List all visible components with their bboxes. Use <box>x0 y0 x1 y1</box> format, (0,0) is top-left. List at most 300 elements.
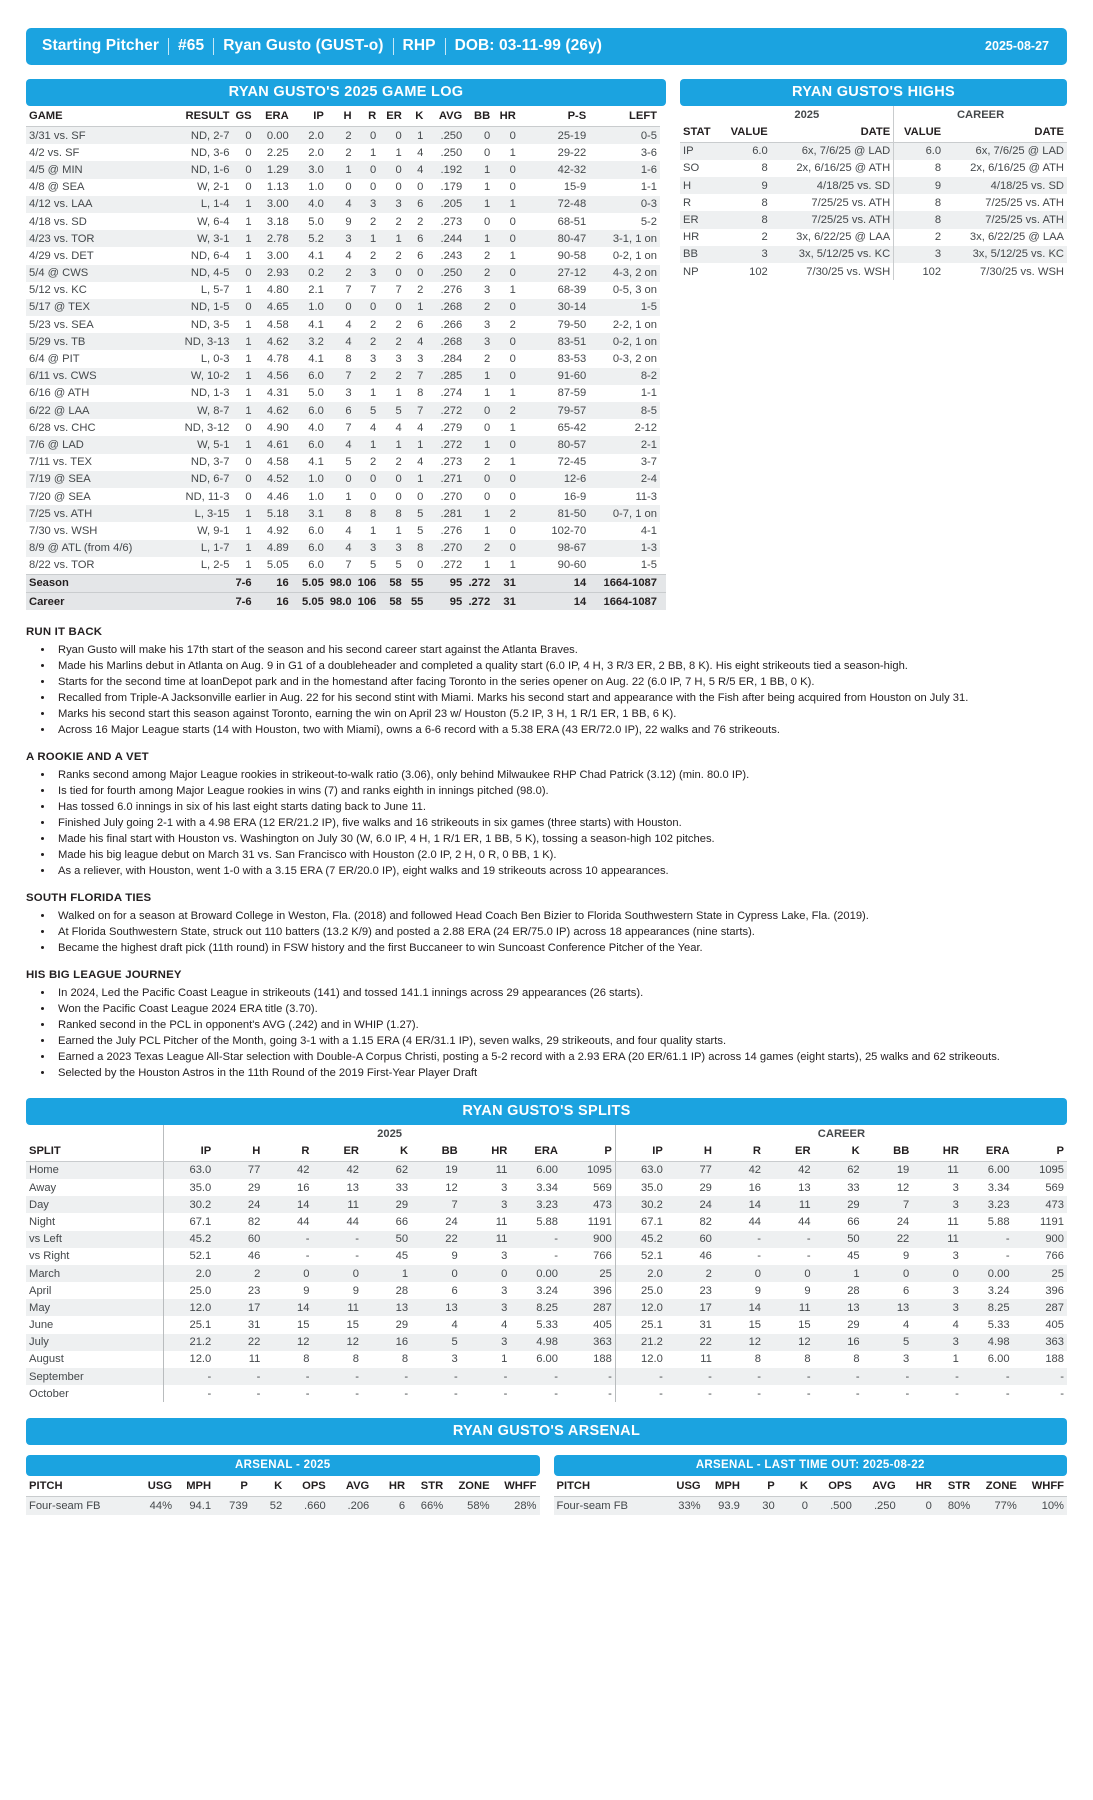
cell: 8.25 <box>536 1301 558 1314</box>
cell: 4 <box>345 542 352 555</box>
cell: 9 <box>761 179 768 192</box>
col-header-hr: HR <box>899 1476 935 1497</box>
cell: 13 <box>445 1301 458 1314</box>
cell: 1 <box>245 542 252 555</box>
cell: 3 <box>395 353 402 366</box>
cell: - <box>855 1370 860 1383</box>
cell: 1 <box>483 438 491 451</box>
game-log-row <box>26 213 666 230</box>
cell: .192 <box>440 163 463 176</box>
cell: 9 <box>804 1284 811 1297</box>
cell: 0 <box>370 163 377 176</box>
cell: - <box>806 1233 811 1246</box>
cell: 8 <box>401 1353 409 1366</box>
col-header-date: DATE <box>944 122 1067 143</box>
cell: ND, 4-5 <box>190 267 230 280</box>
cell: 9 <box>903 1250 910 1263</box>
cell: 1 <box>245 559 252 572</box>
cell: - <box>164 1368 214 1385</box>
cell: 0 <box>245 456 252 469</box>
cell: 8 <box>345 353 352 366</box>
cell: 1 <box>509 421 516 434</box>
cell: 83-51 <box>557 335 587 348</box>
cell: 0 <box>509 335 516 348</box>
cell: - <box>1005 1387 1010 1400</box>
cell: 2 <box>395 456 402 469</box>
col-header-mph: MPH <box>175 1476 214 1497</box>
cell: BB <box>683 248 698 261</box>
cell: - <box>1060 1370 1064 1383</box>
cell: 6x, 7/6/25 @ LAD <box>975 145 1064 158</box>
cell: 28 <box>395 1284 409 1297</box>
cell: June <box>29 1319 54 1332</box>
cell: 1 <box>401 1267 409 1280</box>
cell: 14 <box>519 593 589 611</box>
col-header-h: H <box>327 106 355 127</box>
cell: 1-3 <box>640 542 657 555</box>
col-header-k: K <box>362 1141 411 1162</box>
cell: 2-12 <box>634 421 657 434</box>
cell: 4/2 vs. SF <box>29 146 80 159</box>
cell: 4.98 <box>987 1336 1010 1349</box>
cell: L, 0-3 <box>200 353 230 366</box>
cell: 1 <box>245 335 252 348</box>
cell: 2-2, 1 on <box>612 318 657 331</box>
cell: 1664-1087 <box>589 593 660 611</box>
col-header-er: ER <box>312 1141 362 1162</box>
col-header-ip: IP <box>615 1141 665 1162</box>
cell: 27-12 <box>557 267 587 280</box>
col-header-mph: MPH <box>704 1476 743 1497</box>
cell: 1 <box>417 301 424 314</box>
cell: 0 <box>509 267 516 280</box>
cell: 8-2 <box>640 370 657 383</box>
cell: 4 <box>345 335 352 348</box>
cell: 3x, 5/12/25 vs. KC <box>972 248 1064 261</box>
cell: 8 <box>345 507 352 520</box>
game-log-row <box>26 196 666 213</box>
cell: 6/28 vs. CHC <box>29 421 96 434</box>
cell: 1 <box>509 456 516 469</box>
cell: .284 <box>440 353 463 366</box>
cell: 95 <box>426 593 465 611</box>
splits-table <box>26 1125 1067 1402</box>
cell: ND, 3-5 <box>190 318 230 331</box>
highs-row <box>680 263 1067 280</box>
cell: 6.0 <box>894 142 944 160</box>
cell: 4/12 vs. LAA <box>29 198 93 211</box>
cell: 3.23 <box>536 1198 558 1211</box>
cell: - <box>905 1370 910 1383</box>
cell: - <box>256 1370 261 1383</box>
cell: 9 <box>345 215 352 228</box>
cell: 405 <box>593 1319 612 1332</box>
cell: 1 <box>509 198 516 211</box>
cell: ND, 3-6 <box>190 146 230 159</box>
cell: 1 <box>245 284 252 297</box>
cell: 4-1 <box>640 524 657 537</box>
cell: 16 <box>297 1181 310 1194</box>
cell: 22 <box>896 1233 910 1246</box>
cell: 7 <box>395 284 402 297</box>
cell: 8 <box>761 213 768 226</box>
cell: 4 <box>345 524 352 537</box>
cell: 0 <box>509 232 516 245</box>
note-bullet-list <box>54 643 1067 737</box>
cell: 1.0 <box>308 473 324 486</box>
cell: 569 <box>1045 1181 1064 1194</box>
cell: 21.2 <box>164 1334 214 1351</box>
cell: 7 <box>903 1198 910 1211</box>
cell: 1.0 <box>308 490 324 503</box>
col-header-zone: ZONE <box>446 1476 492 1497</box>
col-header-hr: HR <box>493 106 519 127</box>
game-log-row <box>26 368 666 385</box>
cell: 1 <box>245 387 252 400</box>
cell: 16 <box>255 593 292 611</box>
cell: 8 <box>417 387 424 400</box>
cell: 98-67 <box>557 542 587 555</box>
cell: 396 <box>1045 1284 1064 1297</box>
game-log-header-row <box>26 106 666 127</box>
arsenal-lasttime-body <box>554 1497 1068 1515</box>
cell: 2.0 <box>308 146 324 159</box>
cell: 4 <box>395 421 402 434</box>
cell: 7/25/25 vs. ATH <box>985 196 1064 209</box>
col-header-ops: OPS <box>285 1476 329 1497</box>
note-bullet: • Across 16 Major League starts (14 with Houston, two with Miami), owns a 6-6 record with a 5.38 ERA (43 ER/72.0 IP), 22 walks and 76 strikeouts. <box>54 723 1067 737</box>
cell: 0.2 <box>308 267 324 280</box>
col-header-avg: AVG <box>855 1476 899 1497</box>
cell: 739 <box>229 1500 248 1512</box>
cell: 2 <box>395 215 402 228</box>
cell: 900 <box>593 1233 612 1246</box>
cell: 42 <box>748 1164 762 1177</box>
cell: 2 <box>370 370 377 383</box>
cell: 1 <box>509 284 516 297</box>
cell: W, 2-1 <box>197 181 230 194</box>
splits-row <box>26 1299 1067 1316</box>
arsenal-season-header-row <box>26 1476 540 1497</box>
cell: 4 <box>345 249 352 262</box>
col-header-left: LEFT <box>589 106 660 127</box>
cell: 6.00 <box>987 1164 1010 1177</box>
cell: L, 1-4 <box>200 198 230 211</box>
cell: 6x, 7/6/25 @ LAD <box>801 145 891 158</box>
cell: 21.2 <box>615 1334 665 1351</box>
cell: 4 <box>417 163 424 176</box>
cell: 5.88 <box>987 1215 1010 1228</box>
player-role: Starting Pitcher <box>42 37 160 54</box>
cell: 3.00 <box>266 198 289 211</box>
cell: 0-3 <box>640 198 657 211</box>
cell: 12 <box>896 1181 910 1194</box>
cell: W, 10-2 <box>190 370 230 383</box>
col-header-result: RESULT <box>172 106 233 127</box>
cell: 50 <box>395 1233 409 1246</box>
col-header-h: H <box>214 1141 263 1162</box>
arsenal-lasttime-table <box>554 1476 1068 1514</box>
cell: 0 <box>952 1267 959 1280</box>
highs-row <box>680 229 1067 246</box>
cell: 7/30/25 vs. WSH <box>980 265 1064 278</box>
splits-header-row <box>26 1141 1067 1162</box>
cell: 3.34 <box>987 1181 1010 1194</box>
cell: 2 <box>345 267 352 280</box>
cell: 58 <box>379 574 405 592</box>
cell: 4 <box>417 146 424 159</box>
cell: 4.92 <box>266 524 289 537</box>
cell: 2 <box>483 542 491 555</box>
cell: 22 <box>445 1233 458 1246</box>
note-bullet: • Walked on for a season at Broward College in Weston, Fla. (2018) and followed Head Coach Ben Bizier to Florida Southwestern State in Cypress Lake, Fla. (2019). <box>54 909 1067 923</box>
cell: 25.0 <box>164 1282 214 1299</box>
cell: 0 <box>370 490 377 503</box>
cell: 3.1 <box>308 507 324 520</box>
cell <box>660 574 666 592</box>
cell: 7 <box>417 404 424 417</box>
cell: 9 <box>352 1284 359 1297</box>
cell: 0 <box>352 1267 359 1280</box>
game-log-row <box>26 161 666 178</box>
cell: 4/8 @ SEA <box>29 181 85 194</box>
note-bullet: • Ranks second among Major League rookies in strikeout-to-walk ratio (3.06), only behind Milwaukee RHP Chad Patrick (3.12) (min. 80.0 IP). <box>54 768 1067 782</box>
cell: ND, 1-6 <box>190 163 230 176</box>
cell: 24 <box>445 1215 458 1228</box>
game-log-row <box>26 316 666 333</box>
cell: 5/12 vs. KC <box>29 284 87 297</box>
cell: 3 <box>345 232 352 245</box>
cell: 0 <box>245 146 252 159</box>
cell: 8 <box>395 507 402 520</box>
cell: 29 <box>847 1319 860 1332</box>
cell: 12 <box>445 1181 458 1194</box>
cell: 4 <box>417 456 424 469</box>
note-bullet: • Earned a 2023 Texas League All-Star selection with Double-A Corpus Christi, posting a 5-2 record with a 2.93 ERA (20 ER/61.1 IP) across 14 games (eight starts), 25 walks and 62 strikeouts. <box>54 1050 1067 1064</box>
highs-group-career: CAREER <box>894 106 1067 122</box>
col-header-era: ERA <box>962 1141 1013 1162</box>
cell: 3 <box>501 1198 508 1211</box>
game-date: 2025-08-27 <box>985 39 1049 53</box>
cell: 2 <box>395 335 402 348</box>
cell: 5/17 @ TEX <box>29 301 90 314</box>
cell: 0 <box>370 301 377 314</box>
cell: 46 <box>247 1250 261 1263</box>
cell: 5-2 <box>640 215 657 228</box>
cell: 102 <box>894 263 944 280</box>
splits-group-header <box>26 1125 1067 1141</box>
cell: 1 <box>245 507 252 520</box>
cell: 68-51 <box>557 215 587 228</box>
cell: 2 <box>370 249 377 262</box>
cell: 473 <box>593 1198 612 1211</box>
cell: 50 <box>847 1233 860 1246</box>
game-log-title: RYAN GUSTO'S 2025 GAME LOG <box>26 79 666 106</box>
cell: 7 <box>417 370 424 383</box>
cell: .250 <box>440 129 463 142</box>
cell: July <box>29 1336 49 1349</box>
cell: 1 <box>509 249 516 262</box>
cell: 3 <box>952 1250 959 1263</box>
cell: 0-2, 1 on <box>612 335 657 348</box>
cell: 5 <box>345 456 352 469</box>
cell: 14 <box>297 1301 310 1314</box>
arsenal-section <box>26 1418 1067 1514</box>
cell: 66% <box>420 1500 444 1512</box>
cell: 1191 <box>1039 1215 1064 1228</box>
cell: 6.00 <box>987 1353 1010 1366</box>
note-bullet-list <box>54 986 1067 1080</box>
cell: 12.0 <box>615 1299 665 1316</box>
cell: 16 <box>395 1336 409 1349</box>
cell: 3 <box>345 387 352 400</box>
cell: 4-3, 2 on <box>612 267 657 280</box>
cell: 0 <box>483 215 491 228</box>
cell: - <box>608 1370 612 1383</box>
cell: 11 <box>347 1301 359 1314</box>
splits-row <box>26 1316 1067 1333</box>
game-log-row <box>26 557 666 575</box>
col-header-p: P <box>214 1476 251 1497</box>
cell: .250 <box>440 267 463 280</box>
cell: 8 <box>352 1353 359 1366</box>
cell: ND, 6-7 <box>190 473 230 486</box>
cell: 22 <box>699 1336 712 1349</box>
cell: 8 <box>761 162 768 175</box>
cell: 3 <box>501 1250 508 1263</box>
cell: 1-1 <box>640 387 657 400</box>
cell: 25 <box>599 1267 612 1280</box>
cell: 4 <box>451 1319 458 1332</box>
cell: 7-6 <box>232 574 254 592</box>
cell: 4.62 <box>266 335 289 348</box>
cell: 2 <box>254 1267 261 1280</box>
game-log-row <box>26 419 666 436</box>
cell: 3.00 <box>266 249 289 262</box>
col-header-bb: BB <box>411 1141 461 1162</box>
cell: 0 <box>754 1267 762 1280</box>
cell: - <box>454 1387 458 1400</box>
cell: 23 <box>699 1284 712 1297</box>
cell: 29-22 <box>557 146 587 159</box>
cell: 0 <box>417 559 424 572</box>
cell: 19 <box>445 1164 458 1177</box>
cell: 1 <box>345 163 352 176</box>
arsenal-lasttime-subtitle: ARSENAL - LAST TIME OUT: 2025-08-22 <box>554 1455 1068 1476</box>
col-header-r: R <box>715 1141 764 1162</box>
cell: 1 <box>509 559 516 572</box>
col-header-avg: AVG <box>426 106 465 127</box>
cell: 4/18/25 vs. SD <box>816 179 891 192</box>
cell: 1 <box>245 318 252 331</box>
note-heading: RUN IT BACK <box>26 626 103 639</box>
cell: 0 <box>483 473 491 486</box>
cell: 2 <box>761 231 768 244</box>
cell: 79-50 <box>557 318 587 331</box>
note-bullet: • Made his final start with Houston vs. Washington on July 30 (W, 6.0 IP, 4 H, 1 R/1 ER, 1 BB, 5 K), tossing a season-high 102 pitches. <box>54 832 1067 846</box>
game-log-row <box>26 299 666 316</box>
cell: .500 <box>830 1500 852 1512</box>
cell: 0 <box>483 404 491 417</box>
cell: 24 <box>896 1215 910 1228</box>
cell: 8 <box>761 196 768 209</box>
col-header-k: K <box>778 1476 811 1497</box>
cell: 4.90 <box>266 421 289 434</box>
cell: ND, 1-5 <box>190 301 230 314</box>
cell: 1 <box>417 129 424 142</box>
cell: 1 <box>245 249 252 262</box>
cell: 5.2 <box>308 232 324 245</box>
col-header-usg: USG <box>136 1476 175 1497</box>
cell: 2.78 <box>266 232 289 245</box>
cell: 0 <box>509 524 516 537</box>
cell: 766 <box>1045 1250 1064 1263</box>
cell: 7/25/25 vs. ATH <box>811 196 891 209</box>
cell: 7 <box>451 1198 458 1211</box>
cell: .272 <box>440 438 463 451</box>
cell: - <box>355 1250 359 1263</box>
cell: H <box>683 179 692 192</box>
cell: 0 <box>417 267 424 280</box>
cell: 0 <box>417 181 424 194</box>
cell: 2 <box>705 1267 712 1280</box>
col-header-value: VALUE <box>720 122 770 143</box>
cell: 4.58 <box>266 318 289 331</box>
cell: Four-seam FB <box>556 1500 628 1512</box>
cell: 30.2 <box>615 1196 665 1213</box>
col-header-whff: WHFF <box>1020 1476 1067 1497</box>
cell: 0-2, 1 on <box>612 249 657 262</box>
cell: - <box>708 1387 712 1400</box>
col-header-k: K <box>814 1141 863 1162</box>
game-log-row <box>26 488 666 505</box>
cell: 1.29 <box>266 163 289 176</box>
splits-row <box>26 1231 1067 1248</box>
cell: 4.31 <box>266 387 289 400</box>
highs-body <box>680 142 1067 280</box>
cell: - <box>608 1387 612 1400</box>
cell: 4.0 <box>308 198 324 211</box>
cell: 2 <box>395 249 402 262</box>
cell: 1 <box>395 524 402 537</box>
splits-row <box>26 1213 1067 1230</box>
cell: 52 <box>269 1500 283 1512</box>
cell: 0 <box>370 473 377 486</box>
game-log-total-row <box>26 593 666 611</box>
cell: 94.1 <box>189 1500 212 1512</box>
cell: 8.25 <box>987 1301 1010 1314</box>
cell: .273 <box>440 215 463 228</box>
cell: 6/16 @ ATH <box>29 387 90 400</box>
cell: 12.0 <box>615 1351 665 1368</box>
cell: 188 <box>1045 1353 1064 1366</box>
total-label: Season <box>26 574 232 592</box>
cell: 1 <box>483 181 491 194</box>
cell: 98.0 <box>327 593 355 611</box>
cell: 3 <box>501 1181 508 1194</box>
cell: 6 <box>398 1500 406 1512</box>
col-header-ip: IP <box>164 1141 214 1162</box>
cell: - <box>554 1370 558 1383</box>
cell: 1 <box>245 524 252 537</box>
cell: 4.78 <box>266 353 289 366</box>
cell: .276 <box>440 524 463 537</box>
cell: 1 <box>395 232 402 245</box>
cell: 1 <box>483 387 491 400</box>
cell: 5 <box>417 524 424 537</box>
cell: 8 <box>894 160 944 177</box>
cell: 0 <box>903 1267 910 1280</box>
